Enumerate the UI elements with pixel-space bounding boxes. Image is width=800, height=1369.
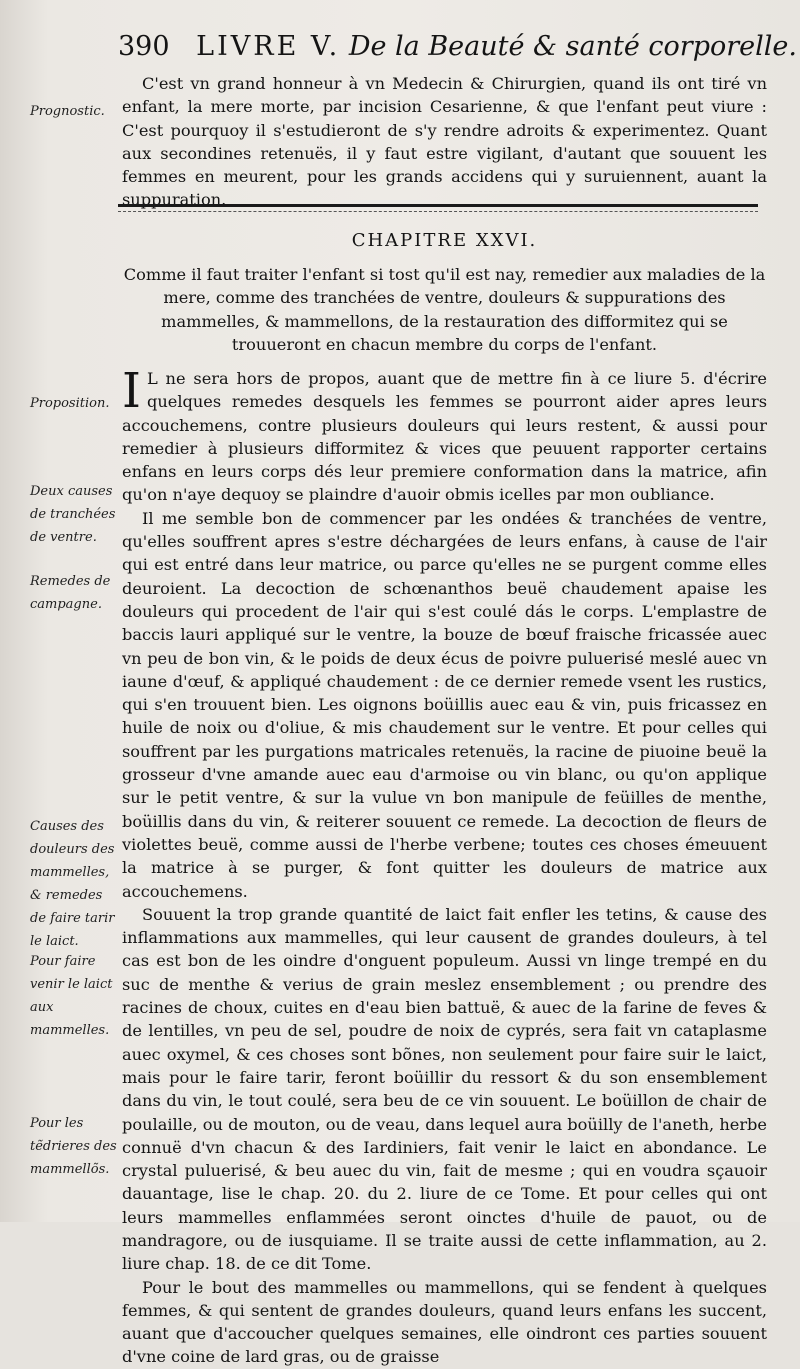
paragraph-2: Il me semble bon de commencer par les ondées & tranchées de ventre, qu'elles souffrent apres s'estre déchargées de leurs enfans, à cause de l'air qui est entré dans leur matrice, ou parce qu'elles ne se purgent comme elles deuroient. La decoction de schœnanthos beuë chaudement apaise les douleurs qui procedent de l'air qui s'est coulé dás le corps. L'emplastre de baccis lauri appliqué sur le ventre, la bouze de bœuf fraische fricassée auec vn peu de bon vin, & le poids de deux écus de poivre puluerisé meslé auec vn iaune d'œuf, & appliqué chaudement : de ce dernier remede vsent les rustics, qui s'en trouuent bien. Les oignons boüillis auec eau & vin, puis fricassez en huile de noix ou d'oliue, & mis chaudement sur le ventre. Et pour celles qui souffrent par les purgations matricales retenuës, la racine de piuoine beuë la grosseur d'vne amande auec eau d'armoise ou vin blanc, ou qu'on applique sur le petit ventre, & sur la vulue vn bon manipule de feüilles de menthe, boüillis dans du vin, & reiterer souuent ce remede. La decoction de fleurs de violettes beuë, comme aussi de l'herbe verbene; toutes ces choses émeuuent la matrice à se purger, & font quitter les douleurs de matrice aux accouchemens.	[122, 508, 767, 901]
margin-note-laict: Pour faire venir le laict aux mammelles.	[30, 954, 113, 1038]
book-label: LIVRE V.	[196, 31, 341, 62]
running-header	[118, 30, 797, 64]
margin-note-proposition: Proposition.	[30, 396, 110, 411]
paragraph-3: Souuent la trop grande quantité de laict fait enfler les tetins, & cause des inflammations aux mammelles, qui leur causent de grandes douleurs, à tel cas est bon de les oindre d'onguent populeum. Aussi vn linge trempé en du suc de menthe & verius de grain meslez ensemblement ; ou prendre des racines de choux, cuites en d'eau bien battuë, & auec de la farine de feves & de lentilles, vn peu de sel, poudre de noix de cyprés, sera fait vn cataplasme auec oxymel, & ces choses sont bõnes, non seulement pour faire suir le laict, mais pour le faire tarir, feront boüillir du ressort & du son ensemblement dans du vin, le tout coulé, sera beu de ce vin souuent. Le boüillon de chair de poulaille, ou de mouton, ou de veau, dans lequel aura boüilly de l'aneth, herbe connuë d'vn chacun & des Iardiniers, fait venir le laict en abondance. Le crystal puluerisé, & beu auec du vin, fait de mesme ; qui en voudra sçauoir dauantage, lise le chap. 20. du 2. liure de ce Tome. Et pour celles qui ont leurs mammelles enflammées seront oinctes d'huile de pauot, ou de mandragore, ou de iusquiame. Il se traite aussi de cette inflammation, au 2. liure chap. 18. de ce dit Tome.	[122, 904, 767, 1274]
paragraph-4: Pour le bout des mammelles ou mammellons, qui se fendent à quelques femmes, & qui sentent de grandes douleurs, quand leurs enfans les succent, auant que d'accoucher quelques semaines, elle oindront ces parties souuent d'vne coine de lard gras, ou de graisse	[122, 1277, 767, 1367]
margin-note-tranchees: Deux causes de tranchées de ventre.	[30, 484, 116, 545]
intro-paragraph	[122, 72, 767, 212]
paragraph-1	[122, 363, 767, 507]
chapter-summary: Comme il faut traiter l'enfant si tost qu'il est nay, remedier aux maladies de la mere, comme des tranchées de ventre, douleurs & suppurations des mammelles, & mammellons, de la restauration des difformitez qui se trouueront en chacun membre du corps de l'enfant.	[123, 265, 766, 354]
chapter-title: CHAPITRE XXVI.	[351, 230, 538, 251]
drop-cap: I	[122, 363, 141, 419]
paragraph-1-text: L ne sera hors de propos, auant que de mettre fin à ce liure 5. d'écrire quelques remedes desquels les femmes se pourront aider apres leurs accouchemens, contre plusieurs douleurs qui leurs restent, & aussi pour remedier à plusieurs difformitez & vices que peuuent rapporter certains enfans en leurs corps dés leur premiere conformation dans la matrice, afin qu'on n'aye dequoy se plaindre d'auoir obmis icelles par mon oubliance.	[122, 369, 767, 505]
chapter-body	[122, 363, 767, 1369]
intro-text: C'est vn grand honneur à vn Medecin & Chirurgien, quand ils ont tiré vn enfant, la mere morte, par incision Cesarienne, & que l'enfant peut viure : C'est pourquoy il s'estudieront de s'y rendre adroits & experimentez. Quant aux secondines retenuës, il y faut estre vigilant, d'autant que souuent les femmes en meurent, pour les grands accidens qui y suruiennent, auant la suppuration.	[122, 74, 767, 210]
margin-note-causes: Causes des douleurs des mammelles, & remedes de faire tarir le laict.	[30, 819, 115, 949]
running-title: De la Beauté & santé corporelle.	[348, 31, 797, 62]
margin-note-mammellons: Pour les tẽdrieres des mammellõs.	[30, 1116, 117, 1177]
margin-note-remedes: Remedes de campagne.	[30, 574, 111, 612]
section-rule	[118, 204, 758, 212]
margin-note-prognostic: Prognostic.	[30, 104, 105, 119]
page-number: 390	[118, 31, 170, 62]
